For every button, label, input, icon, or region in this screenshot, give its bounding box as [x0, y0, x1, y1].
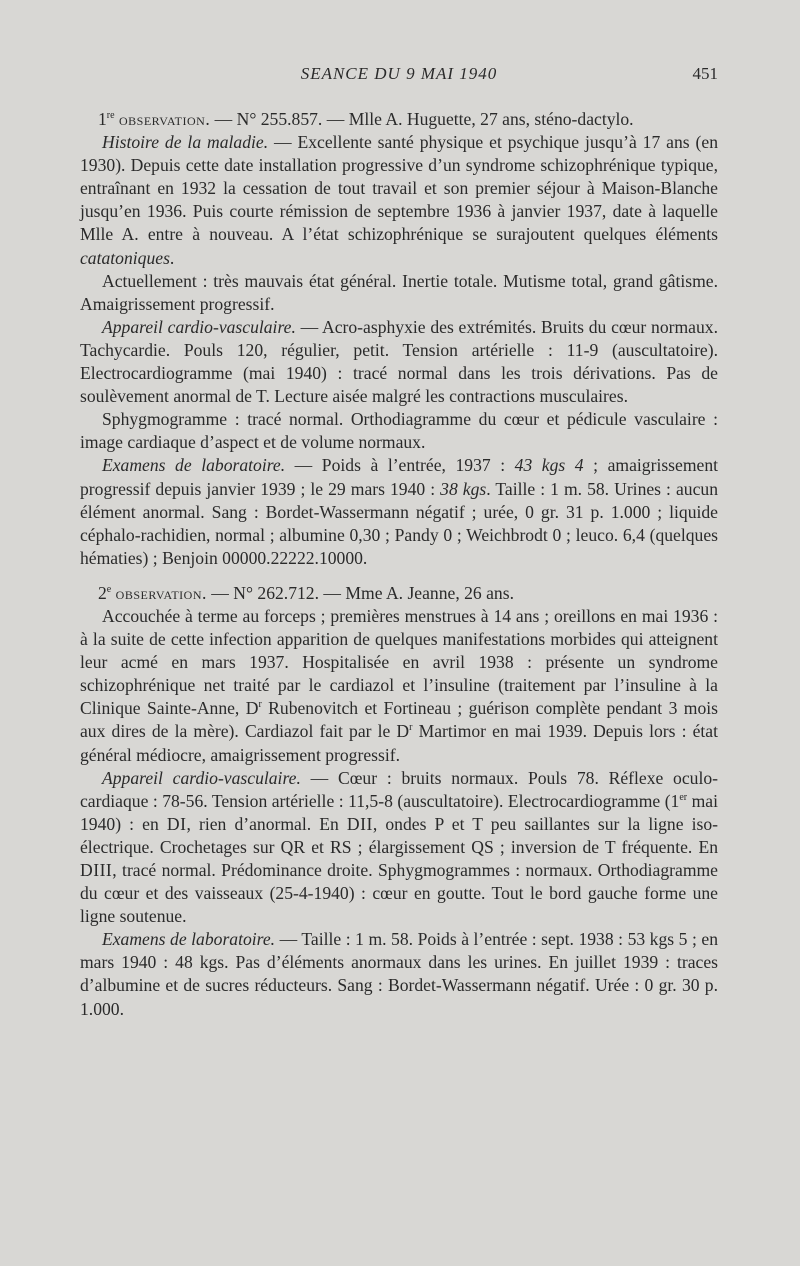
histoire-text-a: — Excellente santé physique et psychique jusqu’à 17 ans (en 1930). Depuis cette date installation progressive d’un syndrome schizophrénique typique, entraînant en 1932 la cessation de tout travail et son premier séjour à Maison-Blanche jusqu’en 1936. Puis courte rémission de septembre 1936 à janvier 1937, date à laquelle Mlle A. entre à nouveau. A l’état schizophrénique se surajoutent quelques éléments: [80, 132, 718, 245]
running-title: SEANCE DU 9 MAI 1940: [300, 64, 498, 83]
obs2-label: observation.: [115, 582, 207, 603]
examens1-text-c: ; amaigrissement progressif depuis janvier 1939 ; le 29 mars 1940 :: [80, 455, 719, 499]
histoire-label: Histoire de la maladie.: [102, 132, 269, 153]
cardio2-text-e: , ondes P et T peu saillantes sur la ligne iso-électrique. Crochetages sur QR et RS ; élargissement QS ; inversion de T fréquente. En: [80, 813, 719, 857]
examens1-text-e: . Taille : 1 m. 58. Urines : aucun élément anormal. Sang : Bordet-Wassermann négatif ; urée, 0 gr. 31 p. 1.000 ; liquide céphalo-rachidien, normal ; albumine 0,30 ; Pandy 0 ; Weichbrodt 0 ; leuco. 6,4 (quelques hématies) ; Benjoin 00000.22222.10000.: [80, 478, 718, 568]
accouchee-text-c: Rubenovitch et Fortineau ; guérison complète pendant 3 mois aux dires de la mère). Cardiazol fait par le D: [80, 698, 718, 742]
histoire-text-c: .: [169, 247, 175, 268]
cardio2-sup: er: [679, 791, 688, 803]
obs1-number: 1: [98, 109, 107, 129]
examens1-text-a: — Poids à l’entrée, 1937 :: [285, 455, 515, 476]
histoire-italic: catatoniques: [80, 247, 170, 268]
obs2-number-sup: e: [106, 584, 112, 596]
obs2-text: — N° 262.712. — Mme A. Jeanne, 26 ans.: [206, 582, 514, 603]
paragraph-actuellement: Actuellement : très mauvais état général. Inertie totale. Mutisme total, grand gâtisme. Amaigrissement progressif.: [80, 270, 718, 314]
paragraph-histoire: [80, 131, 718, 270]
examens2-label: Examens de laboratoire.: [102, 929, 276, 950]
obs1-label: observation.: [118, 109, 211, 129]
obs2-number: 2: [98, 582, 107, 603]
paragraph-accouchee: [80, 605, 718, 767]
paragraph-cardio-2: [80, 767, 718, 929]
running-header: [80, 64, 718, 88]
cardio2-lead-2: DII: [346, 813, 373, 834]
cardio1-label: Appareil cardio-vasculaire.: [102, 316, 296, 337]
cardio2-text-d: , rien d’anormal. En: [186, 813, 347, 834]
cardio2-text-a: — Cœur : bruits normaux. Pouls 78. Réflexe oculo-cardiaque : 78-56. Tension artérielle : 11,5-8 (auscultatoire). Electrocardiogramme (1: [80, 767, 719, 811]
observation-2-heading: [80, 582, 718, 605]
paragraph-examens-2: [80, 928, 718, 1020]
paragraph-examens-1: [80, 454, 718, 569]
examens1-label: Examens de laboratoire.: [102, 455, 286, 476]
accouchee-text-e: Martimor en mai 1939. Depuis lors : état général médiocre, amaigrissement progressif.: [80, 721, 718, 765]
observation-1-heading: [80, 108, 718, 131]
cardio2-label: Appareil cardio-vasculaire.: [102, 767, 301, 788]
examens1-weight-1: 43 kgs 4: [514, 455, 584, 476]
accouchee-sup-2: r: [409, 722, 413, 734]
paragraph-cardio-1: [80, 316, 718, 408]
examens2-text: — Taille : 1 m. 58. Poids à l’entrée : sept. 1938 : 53 kgs 5 ; en mars 1940 : 48 kgs. Pas d’éléments anormaux dans les urines. En juillet 1939 : traces d’albumine et de sucres réducteurs. Sang : Bordet-Wassermann négatif. Urée : 0 gr. 30 p. 1.000.: [80, 929, 718, 1019]
obs1-number-sup: re: [106, 110, 115, 122]
cardio2-lead-3: DIII: [80, 860, 113, 880]
main-text: [80, 108, 718, 1021]
obs1-text: — N° 255.857. — Mlle A. Huguette, 27 ans, sténo-dactylo.: [210, 109, 634, 129]
page-number: 451: [692, 64, 718, 83]
cardio2-text-f: , tracé normal. Prédominance droite. Sphygmogrammes : normaux. Orthodiagramme du cœur et des vaisseaux (25-4-1940) : cœur en goutte. Tout le bord gauche forme une ligne soutenue.: [80, 860, 718, 927]
cardio1-text: — Acro-asphyxie des extrémités. Bruits du cœur normaux. Tachycardie. Pouls 120, régulier, petit. Tension artérielle : 11-9 (auscultatoire). Electrocardiogramme (mai 1940) : tracé normal dans les trois dérivations. Pas de soulèvement anormal de T. Lecture aisée malgré les contractions musculaires.: [80, 316, 718, 407]
accouchee-sup-1: r: [258, 699, 262, 711]
cardio2-text-c: mai 1940) : en: [80, 790, 718, 834]
examens1-weight-2: 38 kgs: [440, 478, 487, 499]
accouchee-text-a: Accouchée à terme au forceps ; premières menstrues à 14 ans ; oreillons en mai 1936 : à la suite de cette infection apparition de quelques manifestations morbides qui atteignent leur acmé en mars 1937. Hospitalisée en avril 1938 : présente un syndrome schizophrénique net traité par le cardiazol et l’insuline (traitement par l’insuline à la Clinique Sainte-Anne, D: [80, 605, 718, 719]
paragraph-sphygmogramme-1: Sphygmogramme : tracé normal. Orthodiagramme du cœur et pédicule vasculaire : image cardiaque d’aspect et de volume normaux.: [80, 409, 718, 453]
cardio2-lead-1: DI: [166, 813, 187, 834]
